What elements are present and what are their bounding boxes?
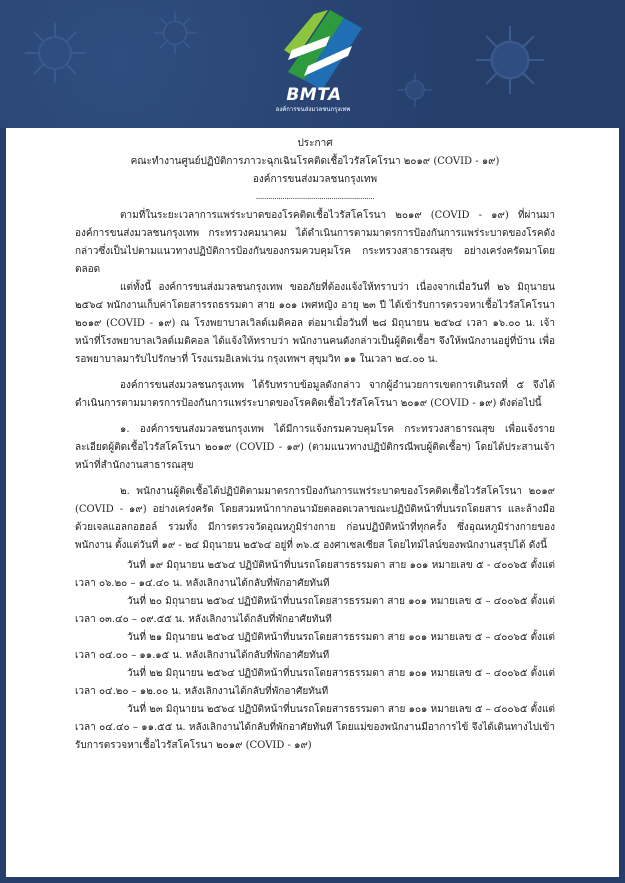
- logo-subtitle: องค์การขนส่งมวลชนกรุงเทพ: [275, 106, 351, 113]
- action-item-1: ๑. องค์การขนส่งมวลชนกรุงเทพ ได้มีการแจ้งกรมควบคุมโรค กระทรวงสาธารณสุข เพื่อแจ้งรายละเอียดผู้ติดเชื้อไวรัสโคโรนา ๒๐๑๙ (COVID - ๑๙) (ตามแนวทางปฏิบัติกรณีพบผู้ติดเชื้อฯ) โดยได้ประสานเจ้าหน้าที่สำนักงานสาธารณสุข: [75, 424, 555, 471]
- right-border: [619, 128, 625, 883]
- header-banner: [0, 0, 625, 128]
- bottom-border: [0, 877, 625, 883]
- virus-decoration-icon: [20, 18, 90, 88]
- title-separator: ..........................................................: [255, 192, 375, 201]
- action-item-2: ๒. พนักงานผู้ติดเชื้อได้ปฏิบัติตามมาตรการป้องกันการแพร่ระบาดของโรคติดเชื้อไวรัสโคโรนา ๒๐๑๙ (COVID - ๑๙) อย่างเคร่งครัด โดยสวมหน้ากากอนามัยตลอดเวลาขณะปฏิบัติหน้าที่บนรถโดยสาร และล้างมือด้วยเจลแอลกอฮอล์ รวมทั้ง มีการตรวจวัดอุณหภูมิร่างกาย ก่อนปฏิบัติหน้าที่ทุกครั้ง ซึ่งอุณหภูมิร่างกายของพนักงาน ตั้งแต่วันที่ ๑๙ - ๒๔ มิถุนายน ๒๕๖๔ อยู่ที่ ๓๖.๕ องศาเซลเซียส โดยไทม์ไลน์ของพนักงานสรุปได้ ดังนี้: [75, 486, 555, 551]
- timeline-entry: วันที่ ๒๐ มิถุนายน ๒๕๖๔ ปฏิบัติหน้าที่บนรถโดยสารธรรมดา สาย ๑๐๑ หมายเลข ๕ – ๔๐๐๖๕ ตั้งแต่เวลา ๐๓.๔๐ – ๐๙.๕๕ น. หลังเลิกงานได้กลับที่พักอาศัยทันที: [75, 596, 555, 625]
- announcement-document: [75, 135, 555, 755]
- organization-title: องค์การขนส่งมวลชนกรุงเทพ: [252, 174, 378, 185]
- timeline-list: [75, 557, 555, 755]
- logo-text: BMTA: [286, 85, 342, 105]
- committee-title: คณะทำงานศูนย์ปฏิบัติการภาวะฉุกเฉินโรคติดเชื้อไวรัสโคโรนา ๒๐๑๙ (COVID - ๑๙): [130, 156, 500, 167]
- timeline-entry: วันที่ ๒๑ มิถุนายน ๒๕๖๔ ปฏิบัติหน้าที่บนรถโดยสารธรรมดา สาย ๑๐๑ หมายเลข ๕ – ๔๐๐๖๕ ตั้งแต่เวลา ๐๔.๐๐ – ๑๑.๑๕ น. หลังเลิกงานได้กลับที่พักอาศัยทันที: [75, 632, 555, 661]
- paragraph-incident: แต่ทั้งนี้ องค์การขนส่งมวลชนกรุงเทพ ขออภัยที่ต้องแจ้งให้ทราบว่า เนื่องจากเมื่อวันที่ ๒๖ มิถุนายน ๒๕๖๔ พนักงานเก็บค่าโดยสารรถธรรมดา สาย ๑๐๑ เพศหญิง อายุ ๒๓ ปี ได้เข้ารับการตรวจหาเชื้อไวรัสโคโรนา ๒๐๑๙ (COVID - ๑๙) ณ โรงพยาบาลเวิลด์เมดิคอล ต่อมาเมื่อวันที่ ๒๘ มิถุนายน ๒๕๖๔ เวลา ๑๖.๐๐ น. เจ้าหน้าที่โรงพยาบาลเวิลด์เมดิคอล ได้แจ้งให้ทราบว่า พนักงานคนดังกล่าวเป็นผู้ติดเชื้อฯ จึงให้พนักงานอยู่ที่บ้าน เพื่อรอพยาบาลมารับไปรักษาที่ โรงแรมอิเลฟเว่น กรุงเทพฯ สุขุมวิท ๑๑ ในเวลา ๒๔.๐๐ น.: [75, 282, 555, 365]
- title-block: [75, 135, 555, 203]
- virus-decoration-icon: [395, 70, 435, 110]
- timeline-entry: วันที่ ๒๒ มิถุนายน ๒๕๖๔ ปฏิบัติหน้าที่บนรถโดยสารธรรมดา สาย ๑๐๑ หมายเลข ๕ – ๔๐๐๖๕ ตั้งแต่เวลา ๐๔.๒๐ – ๑๒.๐๐ น. หลังเลิกงานได้กลับที่พักอาศัยทันที: [75, 668, 555, 697]
- virus-decoration-icon: [150, 8, 200, 58]
- paragraph-actions: องค์การขนส่งมวลชนกรุงเทพ ได้รับทราบข้อมูลดังกล่าว จากผู้อำนวยการเขตการเดินรถที่ ๕ จึงได้ดำเนินการตามมาตรการป้องกันการแพร่ระบาดของโรคติดเชื้อไวรัสโคโรนา ๒๐๑๙ (COVID - ๑๙) ดังต่อไปนี้: [75, 380, 555, 409]
- left-border: [0, 128, 6, 883]
- virus-decoration-icon: [470, 20, 550, 100]
- timeline-entry: วันที่ ๑๙ มิถุนายน ๒๕๖๔ ปฏิบัติหน้าที่บนรถโดยสารธรรมดา สาย ๑๐๑ หมายเลข ๕ - ๔๐๐๖๕ ตั้งแต่เวลา ๐๖.๒๐ – ๑๔.๔๐ น. หลังเลิกงานได้กลับที่พักอาศัยทันที: [75, 560, 555, 589]
- announcement-heading: ประกาศ: [297, 138, 333, 149]
- paragraph-background: ตามที่ในระยะเวลาการแพร่ระบาดของโรคติดเชื้อไวรัสโคโรนา ๒๐๑๙ (COVID - ๑๙) ที่ผ่านมาองค์การขนส่งมวลชนกรุงเทพ กระทรวงคมนาคม ได้ดำเนินการตามมาตรการป้องกันการแพร่ระบาดของโรคดังกล่าวซึ่งเป็นไปตามแนวทางปฏิบัติการป้องกันของกรมควบคุมโรค กระทรวงสาธารณสุข อย่างเคร่งครัดมาโดยตลอด: [75, 210, 555, 275]
- timeline-entry: วันที่ ๒๓ มิถุนายน ๒๕๖๔ ปฏิบัติหน้าที่บนรถโดยสารธรรมดา สาย ๑๐๑ หมายเลข ๕ – ๔๐๐๖๕ ตั้งแต่เวลา ๐๔.๔๐ – ๑๑.๕๕ น. หลังเลิกงานได้กลับที่พักอาศัยทันที โดยแม่ของพนักงานมีอาการไข้ จึงได้เดินทางไปเข้ารับการตรวจหาเชื้อไวรัสโคโรนา ๒๐๑๙ (COVID - ๑๙): [75, 704, 555, 751]
